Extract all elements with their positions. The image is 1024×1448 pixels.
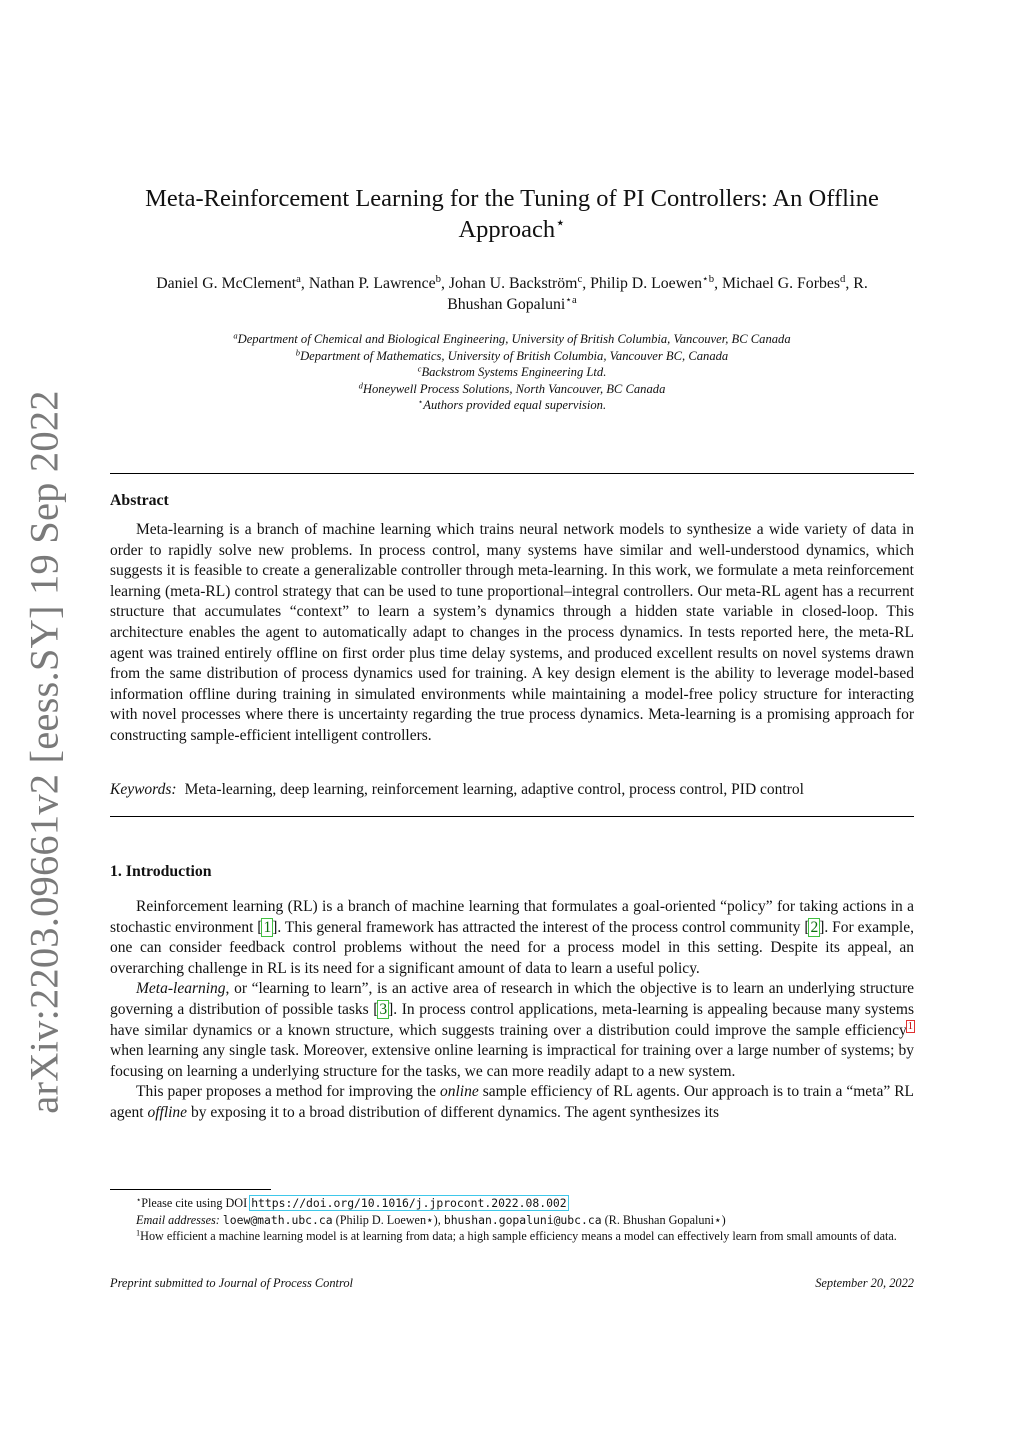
footnote-rule (110, 1189, 271, 1190)
footnote-ref-link[interactable]: 1 (907, 1020, 913, 1032)
introduction-body (110, 897, 914, 1124)
abstract-paragraph: Meta-learning is a branch of machine learning which trains neural network models to synthesize a wide variety of data in order to rapidly solve new problems. In process control, many systems have similar and well-understood dynamics, which suggests it is feasible to create a generalizable controller through meta-learning. In this work, we formulate a meta reinforcement learning (meta-RL) control strategy that can be used to tune proportional–integral controllers. Our meta-RL agent has a recurrent structure that accumulates “context” to learn a system’s dynamics through a hidden state variable in closed-loop. This architecture enables the agent to automatically adapt to changes in the process dynamics. In tests reported here, the meta-RL agent was trained entirely offline on first order plus time delay systems, and produced excellent results on novel systems drawn from the same distribution of process dynamics used for training. A key design element is the ability to leverage model-based information offline during training in simulated environments while maintaining a model-free policy structure for interacting with novel processes where there is uncertainty regarding the true process dynamics. Meta-learning is a promising approach for constructing sample-efficient intelligent controllers. (110, 521, 914, 744)
affiliation-list (110, 331, 914, 414)
abstract-bottom-rule (110, 816, 914, 817)
doi-link[interactable]: https://doi.org/10.1016/j.jprocont.2022.08.002 (251, 1196, 567, 1210)
footnote-emails: Email addresses: loew@math.ubc.ca (Philip D. Loewen⋆), bhushan.gopaluni@ubc.ca (R. Bhushan Gopaluni⋆) (136, 1212, 726, 1227)
footer-journal: Preprint submitted to Journal of Process Control (110, 1276, 353, 1290)
author-affiliation-mark: ⋆b (702, 273, 715, 286)
author-name: Michael G. Forbes (722, 275, 841, 292)
title-star-footnote-mark[interactable]: ⋆ (555, 212, 566, 232)
footnotes (110, 1195, 914, 1245)
paper-title (130, 183, 894, 245)
footer-date: September 20, 2022 (815, 1276, 914, 1290)
email-link[interactable]: loew@math.ubc.ca (222, 1212, 333, 1227)
citation-link[interactable]: 2 (810, 918, 819, 936)
footnote-1: $^1$How efficient a machine learning model is at learning from data; a high sample efficiency means a model can effectively learn from small amounts of data. (136, 1228, 897, 1243)
author-name: Daniel G. McClement (156, 275, 297, 292)
author-list: Daniel G. McClement$^a$, Nathan P. Lawrence$^b$, Johan U. Backström$^c$, Philip D. Loewen$^{⋆b}$, Michael G. Forbes$^d$, R. Bhushan Gopaluni$^{⋆a}$ (156, 273, 868, 313)
abstract-text (110, 520, 914, 747)
author-name: Bhushan Gopaluni (447, 296, 566, 313)
intro-paragraph: This paper proposes a method for improving the online sample efficiency of RL agents. Our approach is to train a “meta” RL agent offline by exposing it to a broad distribution of different dynamics. The agent synthesizes its (110, 1083, 915, 1121)
author-name: Nathan P. Lawrence (308, 275, 436, 292)
arxiv-identifier: arXiv:2203.09661v2 [eess.SY] 19 Sep 2022 (21, 390, 67, 1114)
title-line-2: Approach (458, 216, 556, 243)
author-affiliation-mark: a (296, 273, 301, 286)
affiliation-line: ⋆Authors provided equal supervision. (417, 396, 607, 412)
abstract-heading: Abstract (110, 492, 169, 509)
citation-link[interactable]: 3 (379, 1000, 388, 1018)
email-link[interactable]: bhushan.gopaluni@ubc.ca (443, 1212, 602, 1227)
keywords (110, 780, 914, 800)
author-affiliation-mark: ⋆a (565, 294, 577, 307)
intro-paragraph: Meta-learning, or “learning to learn”, is an active area of research in which the objective is to learn an underlying structure governing a distribution of possible tasks [3]. In process control applications, meta-learning is appealing because many systems have similar dynamics or a known structure, which suggests training over a distribution could improve the sample efficiency$^1$ when learning any single task. Moreover, extensive online learning is impractical for training over a large number of systems; by focusing on learning a underlying structure for the tasks, we can more readily adapt to a new system. (110, 980, 914, 1080)
author-affiliation-mark: b (435, 273, 441, 286)
author-affiliation-mark: c (577, 273, 583, 286)
keywords-label: Keywords: (110, 781, 177, 798)
affiliation-line: $^b$Department of Mathematics, University of British Columbia, Vancouver BC, Canada (295, 346, 729, 363)
title-line-1: Meta-Reinforcement Learning for the Tuning of PI Controllers: An Offline (145, 185, 879, 212)
author-name: Philip D. Loewen (590, 275, 702, 292)
affiliation-line: $^a$Department of Chemical and Biological Engineering, University of British Columbia, Vancouver, BC Canada (233, 330, 791, 346)
affiliation-line: $^c$Backstrom Systems Engineering Ltd. (417, 363, 607, 379)
citation-link[interactable]: 1 (263, 918, 272, 936)
intro-paragraph: Reinforcement learning (RL) is a branch of machine learning that formulates a goal-oriented “policy” for taking actions in a stochastic environment [1]. This general framework has attracted the interest of the process control community [2]. For example, one can consider feedback control problems without the need for a process model in this setting. Despite its appeal, an overarching challenge in RL is its need for a significant amount of data to learn a useful policy. (110, 898, 914, 977)
section-heading-introduction: 1. Introduction (110, 863, 212, 880)
keywords-text: Meta-learning, deep learning, reinforcement learning, adaptive control, process control, PID control (184, 781, 804, 798)
footnote-cite: ⋆Please cite using DOI https://doi.org/10.1016/j.jprocont.2022.08.002 (136, 1195, 567, 1210)
abstract-top-rule (110, 473, 914, 474)
author-affiliation-mark: d (840, 273, 846, 286)
author-name: Johan U. Backström (448, 275, 578, 292)
affiliation-line: $^d$Honeywell Process Solutions, North Vancouver, BC Canada (358, 379, 666, 396)
